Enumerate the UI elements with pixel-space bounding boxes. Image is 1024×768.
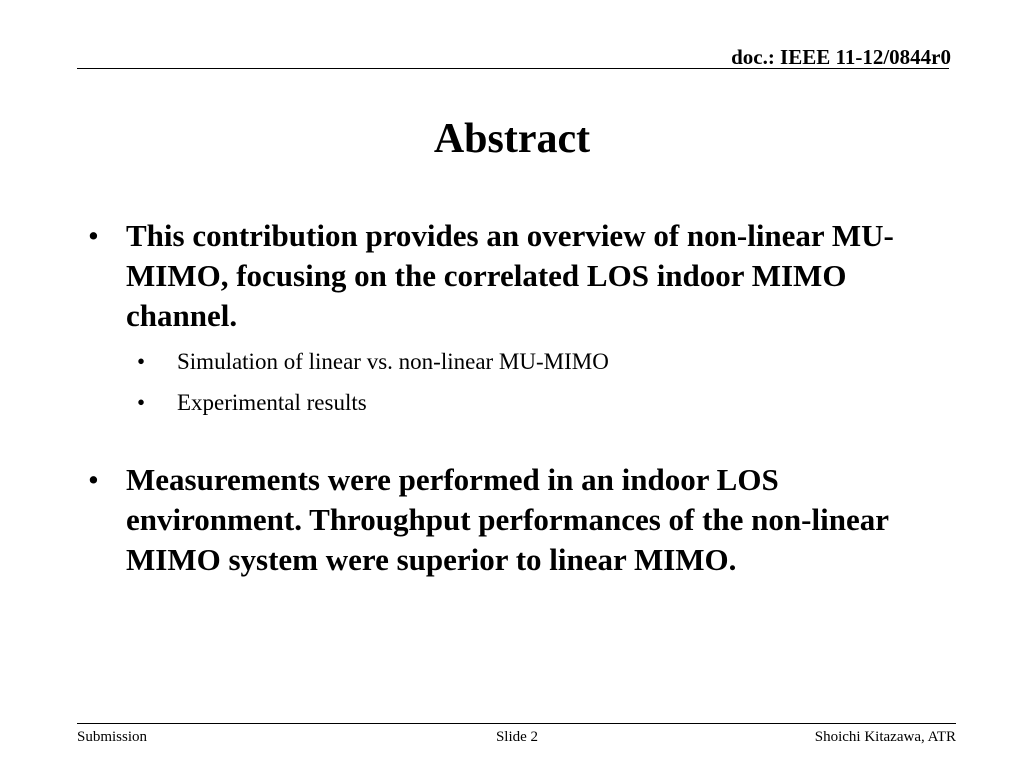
footer-slide-number: Slide 2: [495, 729, 539, 745]
footer-rule: [77, 723, 956, 724]
bullet-text: Measurements were performed in an indoor LOS environment. Throughput performances of the non-linear MIMO system were superior to linear MIMO.: [126, 462, 889, 577]
header-rule: [77, 68, 949, 69]
footer-submission: Submission: [77, 729, 148, 745]
bullet-item: [88, 460, 908, 580]
sub-bullet-item: [88, 348, 908, 376]
bullet-marker: •: [88, 462, 99, 497]
sub-bullet-text: Experimental results: [177, 390, 367, 415]
footer-author: Shoichi Kitazawa, ATR: [814, 729, 956, 745]
bullet-item: [88, 216, 908, 336]
bullet-marker: •: [88, 218, 99, 253]
bullet-text: This contribution provides an overview of non-linear MU-MIMO, focusing on the correlated LOS indoor MIMO channel.: [126, 218, 894, 333]
sub-bullet-item: [88, 389, 908, 417]
slide-title: Abstract: [433, 116, 591, 162]
sub-bullet-text: Simulation of linear vs. non-linear MU-MIMO: [177, 349, 609, 374]
bullet-marker: •: [137, 349, 146, 374]
bullet-list: [88, 216, 908, 580]
bullet-marker: •: [137, 390, 146, 415]
document-id: doc.: IEEE 11-12/0844r0: [731, 45, 951, 69]
